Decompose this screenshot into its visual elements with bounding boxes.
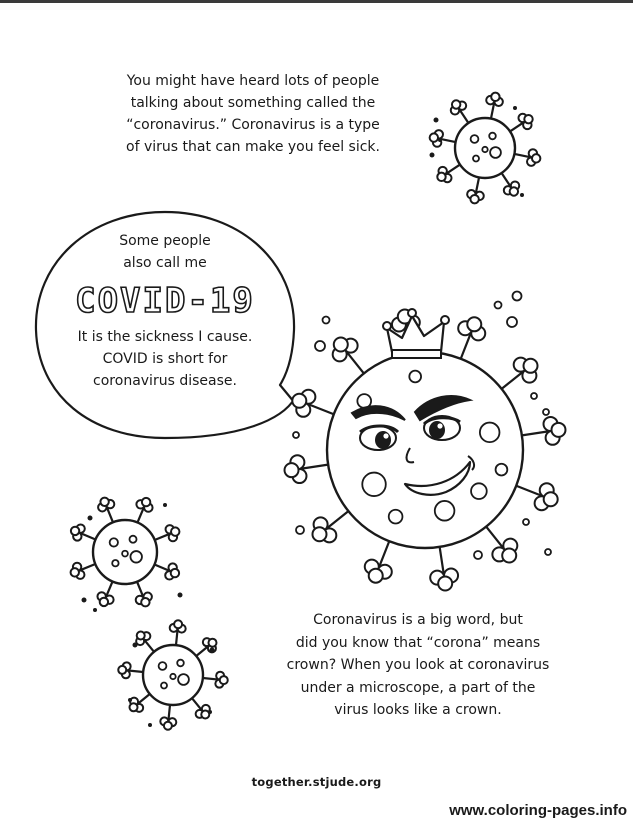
- intro-line: talking about something called the: [130, 95, 376, 111]
- outro-paragraph: [268, 609, 568, 722]
- bubble-line: It is the sickness I cause.: [77, 329, 253, 345]
- bubble-line: Some people: [119, 233, 211, 249]
- small-virus-left: [71, 498, 183, 612]
- bubble-line: also call me: [123, 255, 207, 271]
- intro-line: of virus that can make you feel sick.: [126, 139, 380, 155]
- intro-line: You might have heard lots of people: [126, 73, 380, 89]
- footer-url: together.stjude.org: [251, 775, 382, 789]
- bubble-line: coronavirus disease.: [93, 373, 237, 389]
- outro-line: crown? When you look at coronavirus: [286, 657, 550, 673]
- outro-line: Coronavirus is a big word, but: [313, 612, 523, 628]
- outro-line: did you know that “corona” means: [295, 634, 541, 651]
- outro-line: virus looks like a crown.: [334, 702, 502, 718]
- bubble-line: COVID is short for: [102, 351, 228, 367]
- small-virus-top-right: [430, 93, 541, 204]
- covid-19-title: COVID-19: [75, 281, 255, 321]
- watermark: www.coloring-pages.info: [423, 798, 633, 824]
- outro-line: under a microscope, a part of the: [300, 679, 536, 696]
- small-virus-bottom: [118, 620, 227, 729]
- intro-line: “coronavirus.” Coronavirus is a type: [126, 117, 380, 133]
